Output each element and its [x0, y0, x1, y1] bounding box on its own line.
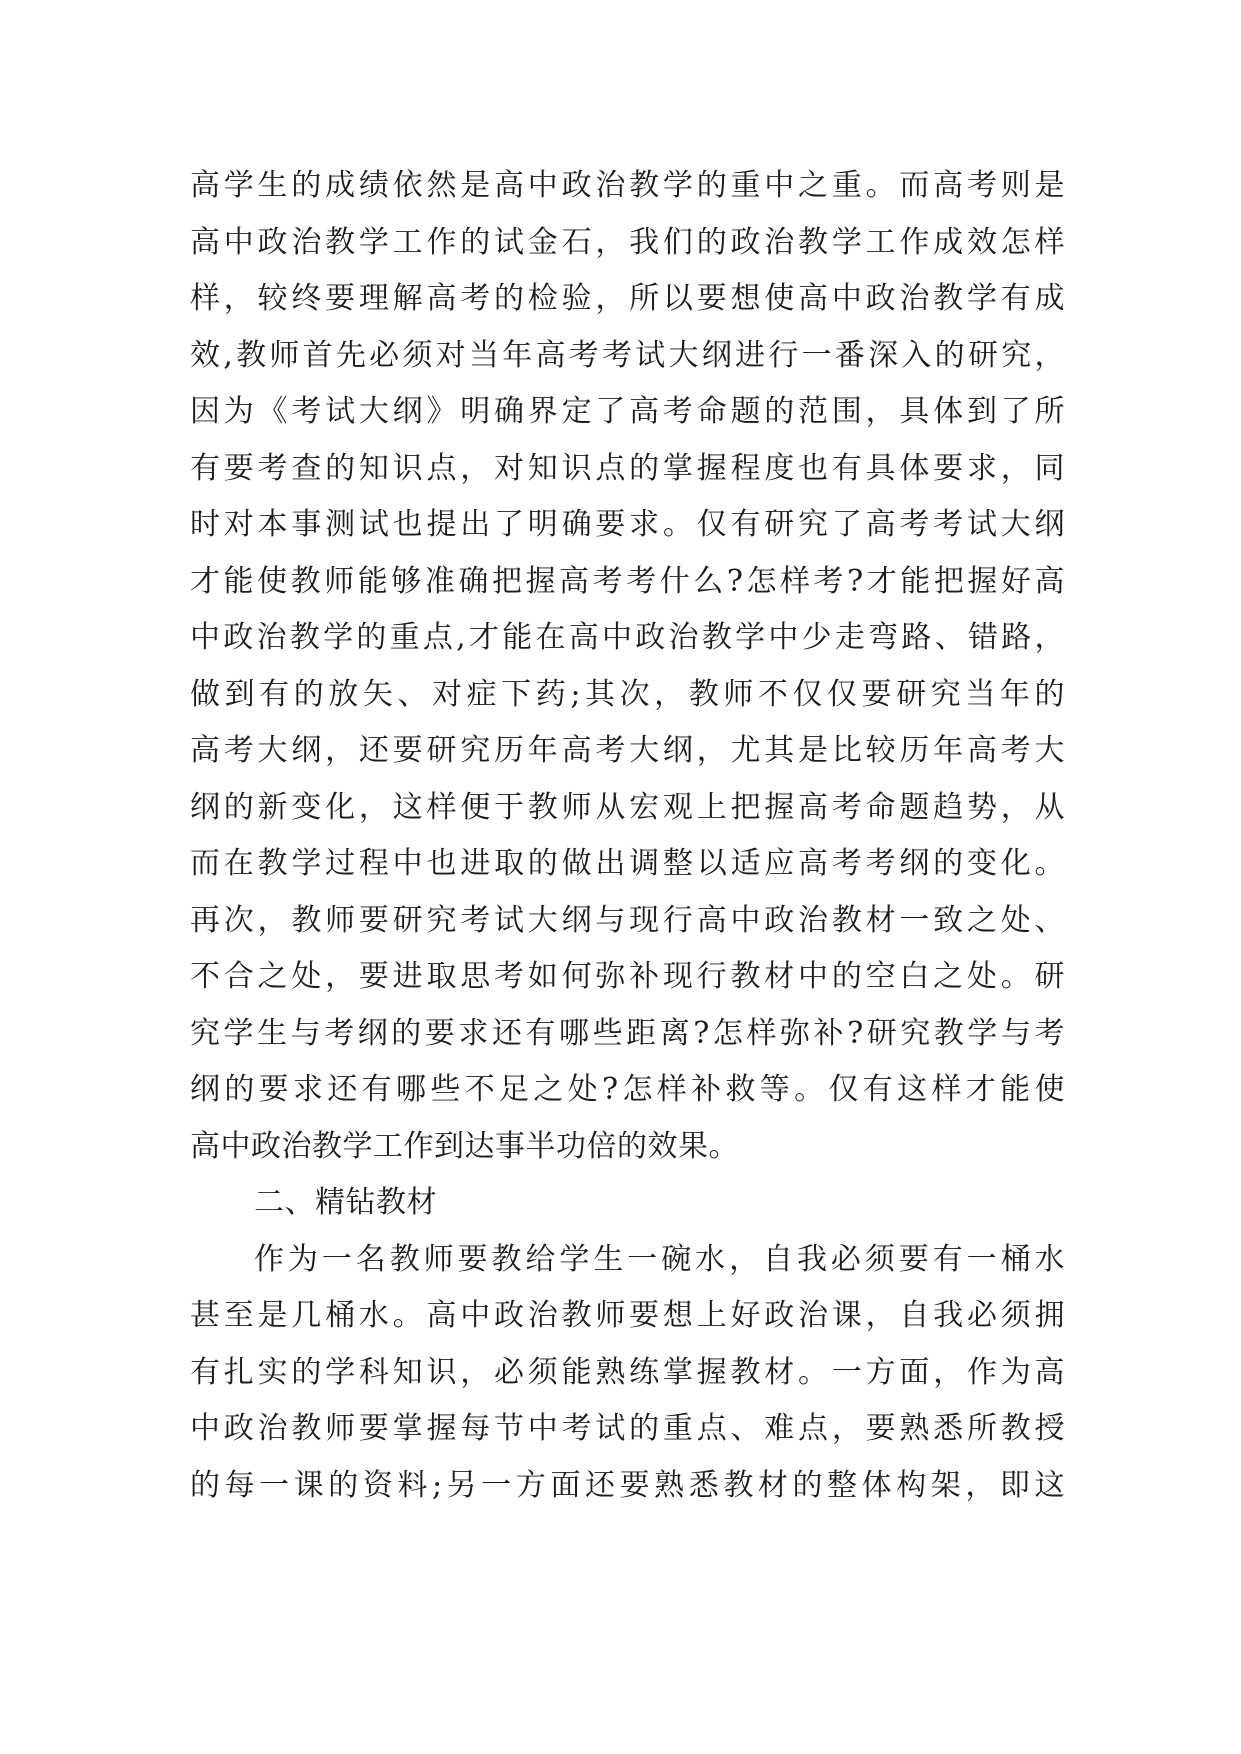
- body-line: 甚至是几桶水。高中政治教师要想上好政治课，自我必须拥: [190, 1298, 1065, 1333]
- body-line: 再次，教师要研究考试大纲与现行高中政治教材一致之处、: [190, 902, 1065, 938]
- body-line: 效,教师首先必须对当年高考考试大纲进行一番深入的研究，: [190, 337, 1065, 373]
- body-line: 才能使教师能够准确把握高考考什么?怎样考?才能把握好高: [190, 563, 1065, 599]
- body-line: 样，较终要理解高考的检验，所以要想使高中政治教学有成: [190, 281, 1065, 316]
- body-line: 有扎实的学科知识，必须能熟练掌握教材。一方面，作为高: [190, 1354, 1065, 1390]
- body-line: 高中政治教学工作的试金石，我们的政治教学工作成效怎样: [190, 224, 1065, 260]
- body-line: 有要考查的知识点，对知识点的掌握程度也有具体要求，同: [190, 450, 1065, 486]
- body-line: 高学生的成绩依然是高中政治教学的重中之重。而高考则是: [190, 168, 1065, 203]
- body-line: 因为《考试大纲》明确界定了高考命题的范围，具体到了所: [190, 394, 1065, 429]
- body-line: 中政治教学的重点,才能在高中政治教学中少走弯路、错路，: [190, 620, 1065, 655]
- section-heading: 二、精钻教材: [254, 1185, 437, 1220]
- body-line: 不合之处，要进取思考如何弥补现行教材中的空白之处。研: [190, 959, 1065, 994]
- body-line: 时对本事测试也提出了明确要求。仅有研究了高考考试大纲: [190, 507, 1065, 542]
- body-line: 究学生与考纲的要求还有哪些距离?怎样弥补?研究教学与考: [190, 1015, 1065, 1051]
- body-line: 高中政治教学工作到达事半功倍的效果。: [190, 1128, 739, 1164]
- document-body: [190, 158, 1065, 1514]
- body-line: 纲的新变化，这样便于教师从宏观上把握高考命题趋势，从: [190, 789, 1065, 825]
- body-line: 纲的要求还有哪些不足之处?怎样补救等。仅有这样才能使: [190, 1072, 1065, 1107]
- body-line: 作为一名教师要教给学生一碗水，自我必须要有一桶水: [254, 1241, 1065, 1277]
- body-line: 的每一课的资料;另一方面还要熟悉教材的整体构架，即这: [190, 1467, 1065, 1503]
- body-line: 做到有的放矢、对症下药;其次，教师不仅仅要研究当年的: [190, 676, 1065, 712]
- body-line: 中政治教师要掌握每节中考试的重点、难点，要熟悉所教授: [190, 1411, 1065, 1446]
- body-line: 而在教学过程中也进取的做出调整以适应高考考纲的变化。: [190, 846, 1065, 881]
- body-line: 高考大纲，还要研究历年高考大纲，尤其是比较历年高考大: [190, 733, 1065, 768]
